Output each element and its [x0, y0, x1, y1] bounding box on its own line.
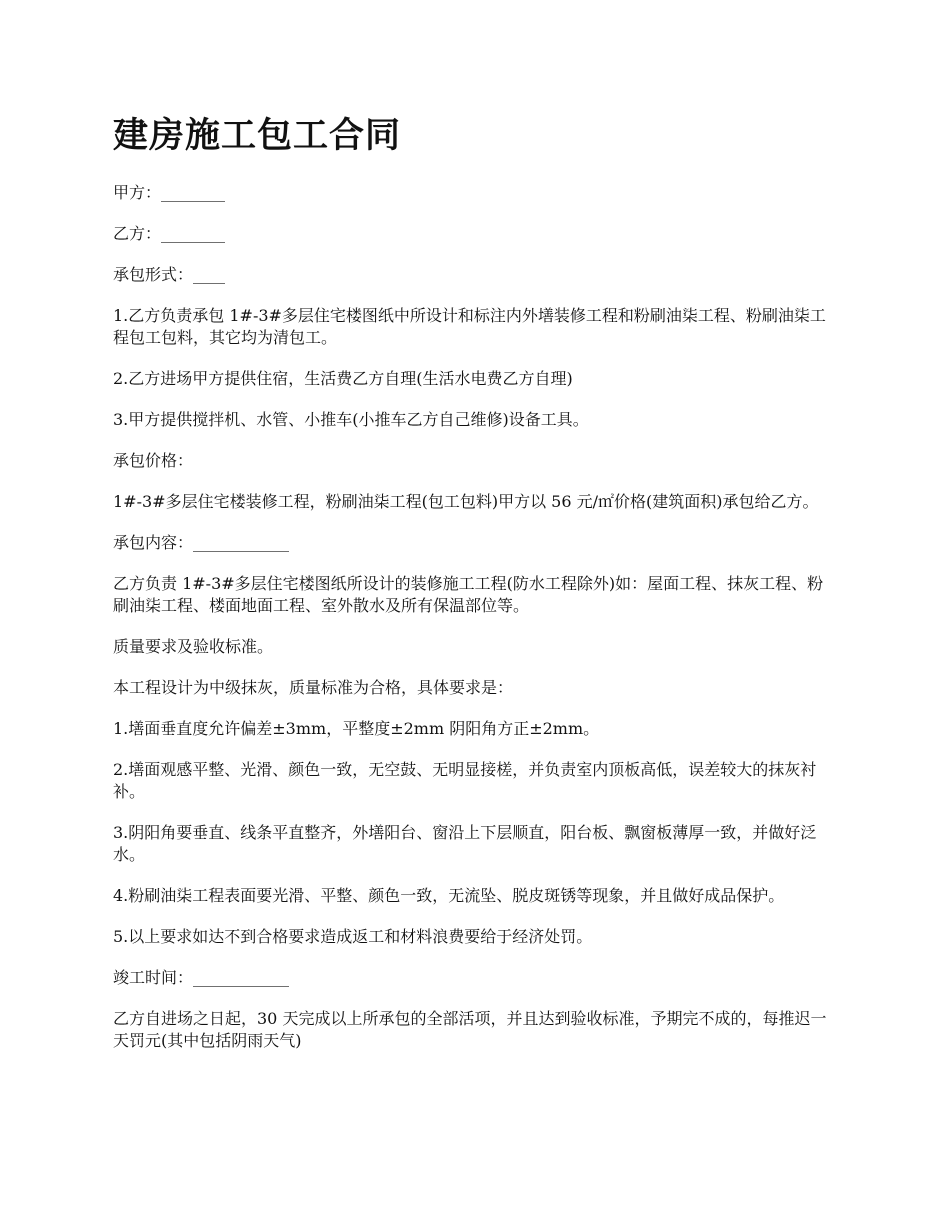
quality-item-4: 4.粉刷油柒工程表面要光滑、平整、颜色一致，无流坠、脱皮斑锈等现象，并且做好成品保护。	[113, 886, 785, 905]
document-page	[113, 110, 838, 1071]
quality-item-1: 1.墡面垂直度允许偏差±3mm，平整度±2mm 阴阳角方正±2mm。	[113, 719, 600, 738]
quality-item-5: 5.以上要求如达不到合格要求造成返工和材料浪费要给于经济处罚。	[113, 927, 593, 946]
quality-item-2: 2.墡面观感平整、光滑、颜色一致，无空鼓、无明显接槎，并负责室内顶板高低，误差较大的抹灰衬补。	[113, 760, 817, 801]
quality-item-3: 3.阴阳角要垂直、线条平直整齐，外墡阳台、窗沿上下层顺直，阳台板、飘窗板薄厚一致，并做好泛水。	[113, 823, 817, 864]
party-b-line: 乙方：________	[113, 224, 226, 243]
price-clause: 1#-3#多层住宅楼装修工程，粉刷油柒工程(包工包料)甲方以 56 元/㎡价格(建筑面积)承包给乙方。	[113, 492, 819, 511]
content-heading: 承包内容：____________	[113, 533, 290, 552]
content-clause: 乙方负责 1#-3#多层住宅楼图纸所设计的装修施工工程(防水工程除外)如：屋面工程、抹灰工程、粉刷油柒工程、楼面地面工程、室外散水及所有保温部位等。	[113, 574, 824, 615]
clause-2: 2.乙方进场甲方提供住宿，生活费乙方自理(生活水电费乙方自理)	[113, 369, 573, 388]
completion-clause: 乙方自进场之日起，30 天完成以上所承包的全部活项，并且达到验收标准，予期完不成的，每推迟一天罚元(其中包括阴雨天气)	[113, 1009, 827, 1050]
contract-form-line: 承包形式：____	[113, 265, 226, 284]
price-heading: 承包价格：	[113, 451, 194, 470]
quality-intro: 本工程设计为中级抹灰，质量标准为合格，具体要求是：	[113, 678, 514, 697]
party-a-line: 甲方：________	[113, 183, 226, 202]
clause-3: 3.甲方提供搅拌机、水管、小推车(小推车乙方自己维修)设备工具。	[113, 410, 589, 429]
completion-heading: 竣工时间：____________	[113, 968, 290, 987]
document-title: 建房施工包工合同	[113, 115, 402, 156]
clause-1: 1.乙方负责承包 1#-3#多层住宅楼图纸中所设计和标注内外墡装修工程和粉刷油柒工程、粉刷油柒工程包工包料，其它均为清包工。	[113, 306, 826, 347]
quality-heading: 质量要求及验收标准。	[113, 637, 274, 656]
